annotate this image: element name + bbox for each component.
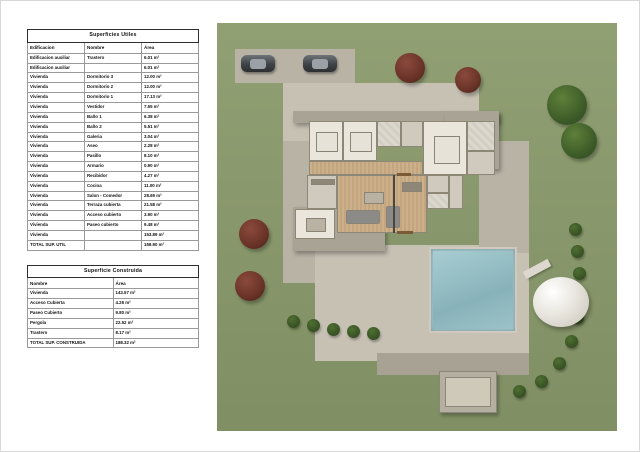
pool-water bbox=[433, 251, 513, 329]
cell-nombre: Dormitorio 2 bbox=[85, 83, 142, 93]
car-windshield bbox=[250, 59, 266, 69]
area-schedules bbox=[27, 29, 199, 348]
room-dormitorio-1 bbox=[423, 121, 467, 175]
table-row bbox=[28, 73, 199, 83]
cell-total-label: TOTAL SUP. UTIL bbox=[28, 240, 85, 250]
coffee-table-icon bbox=[364, 192, 384, 204]
column-header-area: Área bbox=[113, 278, 199, 289]
room-galeria bbox=[401, 121, 423, 147]
room-bano-1 bbox=[467, 121, 495, 151]
cell-nombre bbox=[85, 230, 142, 240]
cell-edificacion: Vivienda bbox=[28, 93, 85, 103]
tree-icon bbox=[395, 53, 425, 83]
cell-edificacion: Vivienda bbox=[28, 132, 85, 142]
table-row bbox=[28, 83, 199, 93]
cell-area-subtotal: 153.89 m² bbox=[142, 230, 199, 240]
table-row-total bbox=[28, 240, 199, 250]
car-right bbox=[303, 55, 337, 72]
cell-nombre: Trastero bbox=[85, 53, 142, 63]
cell-area: 12.00 m² bbox=[142, 73, 199, 83]
cell-edificacion: Vivienda bbox=[28, 171, 85, 181]
table-title-row bbox=[28, 265, 199, 278]
cell-nombre: Dormitorio 1 bbox=[85, 93, 142, 103]
cell-area: 2.28 m² bbox=[142, 142, 199, 152]
table-row bbox=[28, 221, 199, 231]
cell-area: 3.90 m² bbox=[142, 211, 199, 221]
table-row bbox=[28, 93, 199, 103]
cell-area: 6.01 m² bbox=[142, 63, 199, 73]
room-dormitorio-2 bbox=[343, 121, 377, 161]
column-header-nombre: Nombre bbox=[85, 42, 142, 53]
cell-nombre: Paseo Cubierto bbox=[28, 309, 114, 319]
cell-area: 12.00 m² bbox=[142, 83, 199, 93]
cell-edificacion: Vivienda bbox=[28, 73, 85, 83]
cell-edificacion: Vivienda bbox=[28, 181, 85, 191]
cell-nombre bbox=[85, 240, 142, 250]
table-row bbox=[28, 309, 199, 319]
bed-icon bbox=[434, 136, 460, 164]
cell-nombre: Salon - Comedor bbox=[85, 191, 142, 201]
cell-total-area: 188.32 m² bbox=[113, 338, 199, 348]
dome-structure bbox=[533, 277, 589, 327]
counter-icon bbox=[311, 179, 335, 185]
cell-area: 21.58 m² bbox=[142, 201, 199, 211]
tree-icon bbox=[235, 271, 265, 301]
table-row bbox=[28, 181, 199, 191]
cell-area: 22.52 m² bbox=[113, 318, 199, 328]
cell-nombre: Paseo cubierto bbox=[85, 221, 142, 231]
patio-door bbox=[397, 231, 413, 234]
cell-nombre: Baño 2 bbox=[85, 122, 142, 132]
cell-nombre: Vestidor bbox=[85, 102, 142, 112]
cell-nombre: Dormitorio 3 bbox=[85, 73, 142, 83]
cell-nombre: Cocina bbox=[85, 181, 142, 191]
site-plan bbox=[217, 23, 617, 431]
room-vestidor bbox=[467, 151, 495, 175]
cell-edificacion: Vivienda bbox=[28, 162, 85, 172]
table-row bbox=[28, 132, 199, 142]
table-row bbox=[28, 102, 199, 112]
column-header-area: Área bbox=[142, 42, 199, 53]
column-header-edificacion: Edificacion bbox=[28, 42, 85, 53]
cell-area: 4.27 m² bbox=[142, 171, 199, 181]
cell-nombre: Baño 1 bbox=[85, 112, 142, 122]
table-row bbox=[28, 171, 199, 181]
cell-nombre: Trastero bbox=[28, 328, 114, 338]
table-row bbox=[28, 289, 199, 299]
cell-nombre: Galeria bbox=[85, 132, 142, 142]
cell-edificacion: Vivienda bbox=[28, 142, 85, 152]
table-header-row bbox=[28, 42, 199, 53]
table-row bbox=[28, 201, 199, 211]
cell-nombre bbox=[85, 63, 142, 73]
table-row-total bbox=[28, 338, 199, 348]
table-row bbox=[28, 211, 199, 221]
table-header-row bbox=[28, 278, 199, 289]
table-gap bbox=[27, 251, 199, 265]
cell-nombre: Pasillo bbox=[85, 152, 142, 162]
sofa-icon bbox=[346, 210, 380, 224]
swimming-pool bbox=[429, 247, 517, 333]
cell-edificacion: Edificacion auxiliar bbox=[28, 63, 85, 73]
cell-area: 8.17 m² bbox=[113, 328, 199, 338]
tree-icon bbox=[455, 67, 481, 93]
cell-edificacion: Vivienda bbox=[28, 201, 85, 211]
cell-area: 11.00 m² bbox=[142, 181, 199, 191]
cell-edificacion: Vivienda bbox=[28, 102, 85, 112]
table-superficie-construida bbox=[27, 265, 199, 349]
cell-area: 28.69 m² bbox=[142, 191, 199, 201]
cell-area: 9.48 m² bbox=[142, 221, 199, 231]
cell-nombre: Aseo bbox=[85, 142, 142, 152]
table-title: Superficies Utiles bbox=[28, 30, 199, 43]
room-aseo bbox=[427, 193, 449, 209]
cell-total-area: 159.90 m² bbox=[142, 240, 199, 250]
cell-total-label: TOTAL SUP. CONSTRUIDA bbox=[28, 338, 114, 348]
cell-nombre: Acceso Cubierta bbox=[28, 299, 114, 309]
cell-edificacion: Vivienda bbox=[28, 83, 85, 93]
cell-edificacion: Vivienda bbox=[28, 221, 85, 231]
bed-icon bbox=[316, 132, 338, 152]
cell-edificacion: Vivienda bbox=[28, 122, 85, 132]
table-row bbox=[28, 112, 199, 122]
car-left bbox=[241, 55, 275, 72]
table-row bbox=[28, 318, 199, 328]
table-row bbox=[28, 122, 199, 132]
cell-nombre: Terraza cubierta bbox=[85, 201, 142, 211]
cell-edificacion: Vivienda bbox=[28, 191, 85, 201]
table-row bbox=[28, 63, 199, 73]
cell-nombre: Recibidor bbox=[85, 171, 142, 181]
table-title-row bbox=[28, 30, 199, 43]
table-row bbox=[28, 328, 199, 338]
cell-area: 143.57 m² bbox=[113, 289, 199, 299]
cell-nombre: Vivienda bbox=[28, 289, 114, 299]
cell-area: 6.38 m² bbox=[142, 112, 199, 122]
interior-wall bbox=[393, 175, 395, 233]
cell-area: 9.80 m² bbox=[113, 309, 199, 319]
cell-edificacion: Vivienda bbox=[28, 112, 85, 122]
tree-icon bbox=[547, 85, 587, 125]
room-bano-2 bbox=[377, 121, 401, 147]
cell-nombre: Armario bbox=[85, 162, 142, 172]
cell-area: 8.10 m² bbox=[142, 152, 199, 162]
house-floor-plan bbox=[293, 111, 499, 251]
sideboard-icon bbox=[402, 182, 422, 192]
table-title: Superficie Construida bbox=[28, 265, 199, 278]
room-recibidor bbox=[427, 175, 449, 193]
cell-area: 6.01 m² bbox=[142, 53, 199, 63]
room-salon-comedor bbox=[337, 175, 427, 233]
room-armario bbox=[449, 175, 463, 209]
cell-area: 3.04 m² bbox=[142, 132, 199, 142]
cell-area: 7.55 m² bbox=[142, 102, 199, 112]
cell-edificacion: Vivienda bbox=[28, 211, 85, 221]
cell-area: 4.26 m² bbox=[113, 299, 199, 309]
table-row bbox=[28, 299, 199, 309]
cell-edificacion: Vivienda bbox=[28, 152, 85, 162]
car-windshield bbox=[312, 59, 328, 69]
table-row bbox=[28, 152, 199, 162]
room-dormitorio-3 bbox=[309, 121, 343, 161]
cell-edificacion: Edificacion auxiliar bbox=[28, 53, 85, 63]
table-row bbox=[28, 191, 199, 201]
entry-door bbox=[397, 173, 411, 176]
bed-icon bbox=[350, 132, 372, 152]
shed-interior bbox=[445, 377, 491, 407]
table-row bbox=[28, 142, 199, 152]
tree-icon bbox=[239, 219, 269, 249]
dining-table-icon bbox=[306, 218, 326, 232]
cell-nombre: Acceso cubierto bbox=[85, 211, 142, 221]
cell-nombre: Pergola bbox=[28, 318, 114, 328]
room-cocina bbox=[307, 175, 337, 209]
tree-icon bbox=[561, 123, 597, 159]
table-row bbox=[28, 53, 199, 63]
column-header-nombre: Nombre bbox=[28, 278, 114, 289]
room-terraza-cubierta bbox=[295, 209, 335, 239]
cell-area: 5.51 m² bbox=[142, 122, 199, 132]
table-row bbox=[28, 162, 199, 172]
table-row bbox=[28, 230, 199, 240]
cell-edificacion: Vivienda bbox=[28, 230, 85, 240]
cell-area: 17.13 m² bbox=[142, 93, 199, 103]
cell-area: 0.90 m² bbox=[142, 162, 199, 172]
table-superficies-utiles bbox=[27, 29, 199, 251]
storage-shed bbox=[439, 371, 497, 413]
